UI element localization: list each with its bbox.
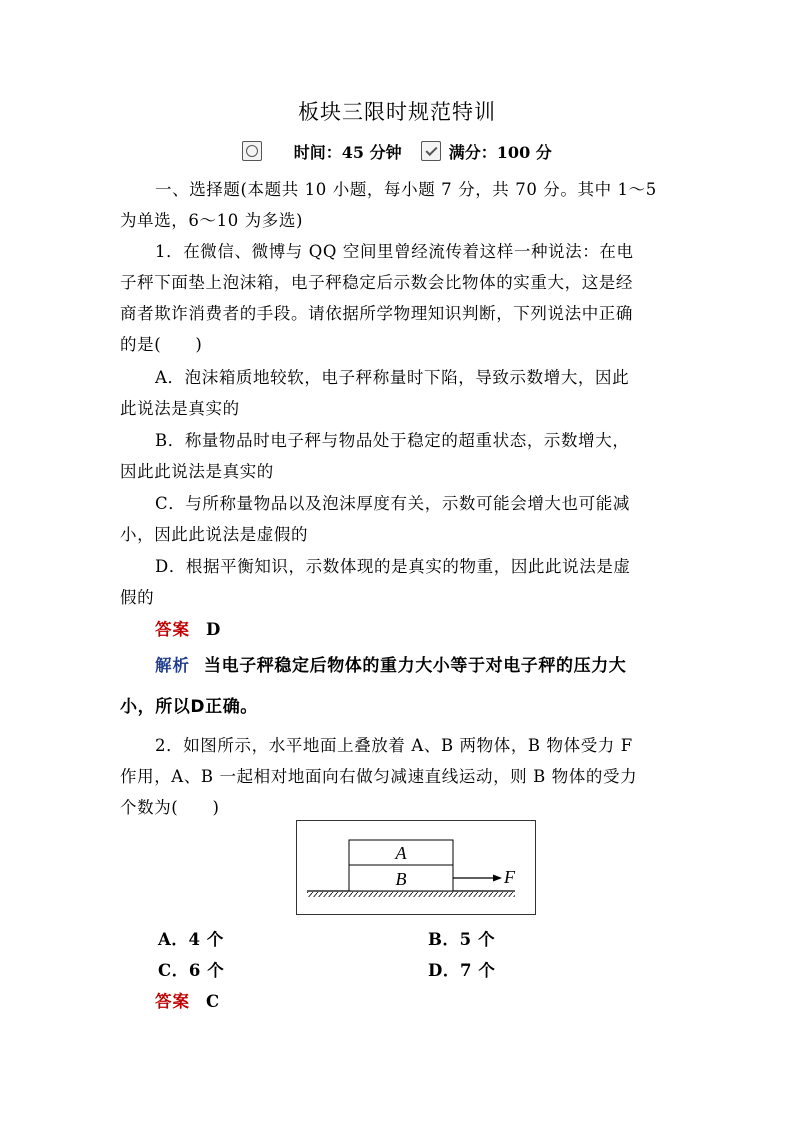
q1-analysis-cont [120, 692, 680, 717]
force-label: F [504, 867, 515, 887]
q1-stem-line: 子秤下面垫上泡沫箱，电子秤稳定后示数会比物体的实重大，这是经 [120, 273, 633, 292]
q1-stem-line: 的是( ) [120, 335, 203, 354]
analysis-text: 当电子秤稳定后物体的重力大小等于对电子秤的压力大 [204, 656, 627, 676]
stacked-blocks-diagram [297, 821, 535, 914]
section-heading: 一、选择题(本题共 10 小题，每小题 7 分，共 70 分。其中 1～5 [155, 180, 657, 199]
page-title: 板块三限时规范特训 [298, 100, 496, 124]
q1-option-a: A．泡沫箱质地较软，电子秤称量时下陷，导致示数增大，因此 [155, 368, 630, 387]
q1-option-b-cont: 因此此说法是真实的 [120, 462, 274, 481]
block-b-label: B [395, 869, 407, 889]
answer-label: 答案 [155, 992, 190, 1011]
ground-hatch [307, 892, 515, 897]
answer-value: C [206, 992, 220, 1011]
q2-answer [155, 988, 715, 1012]
q1-stem-line: 1．在微信、微博与 QQ 空间里曾经流传着这样一种说法：在电 [155, 242, 634, 261]
q2-figure [296, 820, 536, 915]
q2-option-c: C．6 个 [158, 961, 225, 980]
answer-label: 答案 [155, 620, 190, 639]
q1-option-a-cont: 此说法是真实的 [120, 399, 240, 418]
q2-option-d: D．7 个 [428, 961, 496, 980]
force-arrowhead [493, 875, 502, 882]
meta-row [0, 140, 794, 163]
q2-option-b: B．5 个 [428, 930, 496, 949]
q1-analysis [155, 651, 715, 676]
block-a-label: A [395, 843, 407, 863]
q1-option-c-cont: 小，因此此说法是虚假的 [120, 525, 309, 544]
q2-stem-line: 2．如图所示，水平地面上叠放着 A、B 两物体，B 物体受力 F [155, 736, 633, 755]
q1-option-d-cont: 假的 [120, 588, 155, 607]
score-icon [421, 141, 441, 161]
time-limit: 时间：45 分钟 [293, 143, 402, 162]
q1-option-d: D．根据平衡知识，示数体现的是真实的物重，因此此说法是虚 [155, 557, 631, 576]
analysis-label: 解析 [155, 656, 190, 675]
answer-value: D [206, 620, 221, 639]
q1-option-c: C．与所称量物品以及泡沫厚度有关，示数可能会增大也可能减 [155, 494, 630, 513]
q2-option-a: A．4 个 [158, 930, 225, 949]
q1-stem-line: 商者欺诈消费者的手段。请依据所学物理知识判断，下列说法中正确 [120, 304, 633, 323]
q2-stem-line: 个数为( ) [120, 798, 220, 817]
section-heading-cont: 为单选，6～10 为多选) [120, 211, 303, 230]
q1-answer [155, 616, 715, 640]
full-score: 满分：100 分 [448, 143, 552, 162]
q2-stem-line: 作用，A、B 一起相对地面向右做匀减速直线运动，则 B 物体的受力 [120, 767, 638, 786]
analysis-text-cont: 小，所以D正确。 [120, 697, 258, 717]
q1-option-b: B．称量物品时电子秤与物品处于稳定的超重状态，示数增大， [155, 431, 630, 450]
clock-icon [242, 141, 262, 161]
